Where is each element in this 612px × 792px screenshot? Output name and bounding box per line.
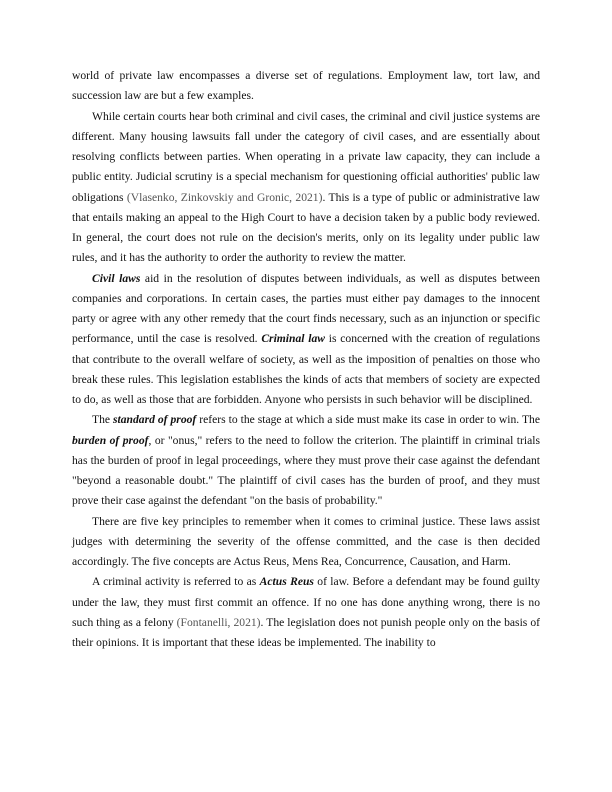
body-text: is concerned with the creation of regulations that contribute to the overall welfare of society, as well as the imposition of penalties on those who break these rules. This legislation establishes the kinds of acts that members of society are expected to do, as well as those that are forbidden. Anyone who persists in such behavior will be disciplined. bbox=[72, 332, 540, 406]
document-page bbox=[72, 66, 540, 653]
paragraph-6 bbox=[72, 572, 540, 653]
body-text: . The legislation does not punish people only on the basis of their opinions. It is important that these ideas be implemented. The inability to bbox=[72, 615, 540, 649]
paragraph-4 bbox=[72, 410, 540, 511]
body-text: A criminal activity is referred to as bbox=[92, 575, 260, 589]
body-text: aid in the resolution of disputes between individuals, as well as disputes between companies and corporations. In certain cases, the parties must either pay damages to the innocent party or agree with any other remedy that the court finds necessary, such as an injunction or specific performance, until the case is resolved. bbox=[72, 271, 540, 346]
citation: (Vlasenko, Zinkovskiy and Gronic, 2021) bbox=[126, 190, 323, 204]
body-text: While certain courts hear both criminal and civil cases, the criminal and civil justice systems are different. Many housing lawsuits fall under the category of civil cases, and are essentially about resolving conflicts between parties. When operating in a private law capacity, they can include a public entity. Judicial scrutiny is a special mechanism for questioning official authorities' public law obligations bbox=[72, 109, 540, 204]
paragraph-2 bbox=[72, 107, 540, 269]
key-term: Criminal law bbox=[261, 332, 326, 346]
key-term: burden of proof bbox=[72, 433, 149, 447]
paragraph-3 bbox=[72, 269, 540, 411]
citation: (Fontanelli, 2021) bbox=[176, 615, 261, 629]
body-text: of law. Before a defendant may be found guilty under the law, they must first commit an offence. If no one has done anything wrong, there is no such thing as a felony bbox=[72, 575, 541, 629]
body-text: , or "onus," refers to the need to follow the criterion. The plaintiff in criminal trials has the burden of proof in legal proceedings, where they must prove their case against the defendant "beyond a reasonable doubt." The plaintiff of civil cases has the burden of proof, and they must prove their case against the defendant "on the basis of probability." bbox=[72, 433, 540, 508]
body-text: There are five key principles to remember when it comes to criminal justice. These laws assist judges with determining the severity of the offense committed, and the case is then decided accordingly. The five concepts are Actus Reus, Mens Rea, Concurrence, Causation, and Harm. bbox=[72, 514, 540, 568]
key-term: Actus Reus bbox=[259, 575, 314, 589]
paragraph-5 bbox=[72, 512, 540, 573]
body-text: . This is a type of public or administrative law that entails making an appeal to the High Court to have a decision taken by a public body reviewed. In general, the court does not rule on the decision's merits, only on its legality under public law rules, and it has the authority to order the authority to review the matter. bbox=[72, 190, 540, 265]
paragraph-1 bbox=[72, 66, 540, 107]
key-term: Civil laws bbox=[92, 271, 141, 285]
body-text: The bbox=[92, 413, 114, 427]
body-text: world of private law encompasses a diverse set of regulations. Employment law, tort law, and succession law are but a few examples. bbox=[72, 69, 540, 103]
body-text: refers to the stage at which a side must make its case in order to win. The bbox=[196, 413, 540, 427]
key-term: standard of proof bbox=[113, 413, 197, 427]
